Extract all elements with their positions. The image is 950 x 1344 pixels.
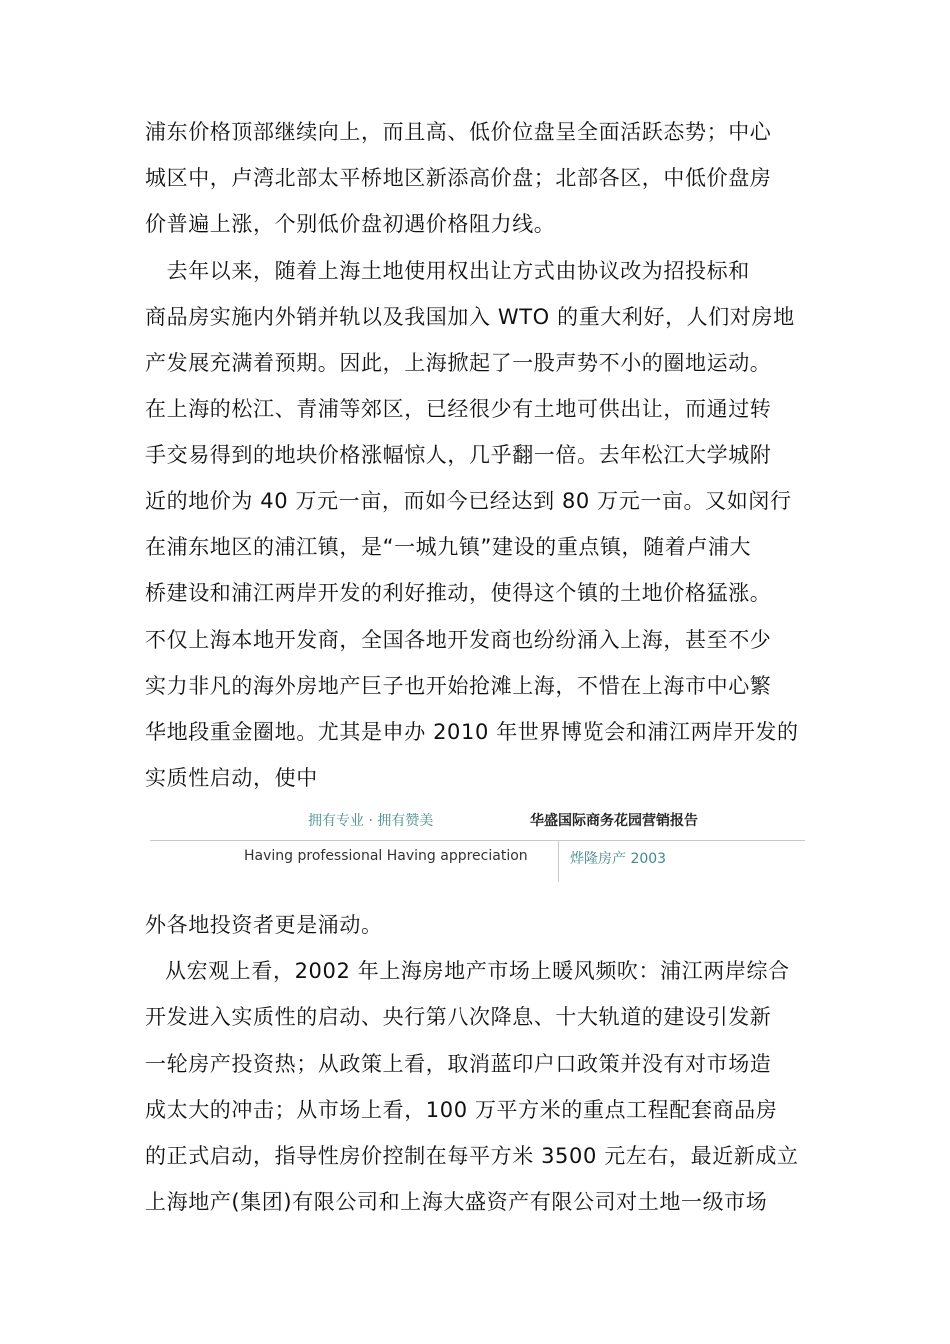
paragraph-line: 一轮房产投资热；从政策上看，取消蓝印户口政策并没有对市场造 — [145, 1052, 772, 1076]
paragraph-line: 上海地产(集团)有限公司和上海大盛资产有限公司对土地一级市场 — [145, 1190, 768, 1214]
paragraph-line: 价普遍上涨，个别低价盘初遇价格阻力线。 — [145, 212, 556, 236]
footer-slogan-cn: 拥有专业 · 拥有赞美 — [308, 813, 434, 829]
paragraph-line: 成太大的冲击；从市场上看，100 万平方米的重点工程配套商品房 — [145, 1098, 778, 1122]
paragraph-line: 手交易得到的地块价格涨幅惊人，几乎翻一倍。去年松江大学城附 — [145, 443, 772, 467]
paragraph-line: 去年以来，随着上海土地使用权出让方式由协议改为招投标和 — [145, 259, 750, 283]
footer-rule — [150, 840, 805, 841]
paragraph-line: 外各地投资者更是涌动。 — [145, 913, 383, 937]
footer-report-title: 华盛国际商务花园营销报告 — [530, 813, 698, 829]
paragraph-line: 的正式启动，指导性房价控制在每平方米 3500 元左右，最近新成立 — [145, 1144, 799, 1168]
paragraph-line: 开发进入实质性的启动、央行第八次降息、十大轨道的建设引发新 — [145, 1005, 772, 1029]
paragraph-line: 华地段重金圈地。尤其是申办 2010 年世界博览会和浦江两岸开发的 — [145, 720, 799, 744]
footer-slogan-en: Having professional Having appreciation — [244, 848, 528, 864]
paragraph-line: 实力非凡的海外房地产巨子也开始抢滩上海，不惜在上海市中心繁 — [145, 674, 772, 698]
paragraph-line: 从宏观上看，2002 年上海房地产市场上暖风频吹：浦江两岸综合 — [165, 959, 790, 983]
paragraph-line: 在上海的松江、青浦等郊区，已经很少有土地可供出让，而通过转 — [145, 397, 772, 421]
paragraph-line: 城区中，卢湾北部太平桥地区新添高价盘；北部各区，中低价盘房 — [145, 166, 772, 190]
paragraph-line: 不仅上海本地开发商，全国各地开发商也纷纷涌入上海，甚至不少 — [145, 628, 772, 652]
paragraph-line: 近的地价为 40 万元一亩，而如今已经达到 80 万元一亩。又如闵行 — [145, 489, 792, 513]
paragraph-line: 实质性启动，使中 — [145, 766, 318, 790]
footer-divider — [558, 840, 559, 882]
paragraph-line: 浦东价格顶部继续向上，而且高、低价位盘呈全面活跃态势；中心 — [145, 120, 772, 144]
paragraph-line: 桥建设和浦江两岸开发的利好推动，使得这个镇的土地价格猛涨。 — [145, 581, 772, 605]
paragraph-line: 商品房实施内外销并轨以及我国加入 WTO 的重大利好，人们对房地 — [145, 305, 795, 329]
footer-company: 烨隆房产 2003 — [570, 851, 667, 867]
paragraph-line: 在浦东地区的浦江镇，是“一城九镇”建设的重点镇，随着卢浦大 — [145, 535, 752, 559]
paragraph-line: 产发展充满着预期。因此，上海掀起了一股声势不小的圈地运动。 — [145, 351, 772, 375]
